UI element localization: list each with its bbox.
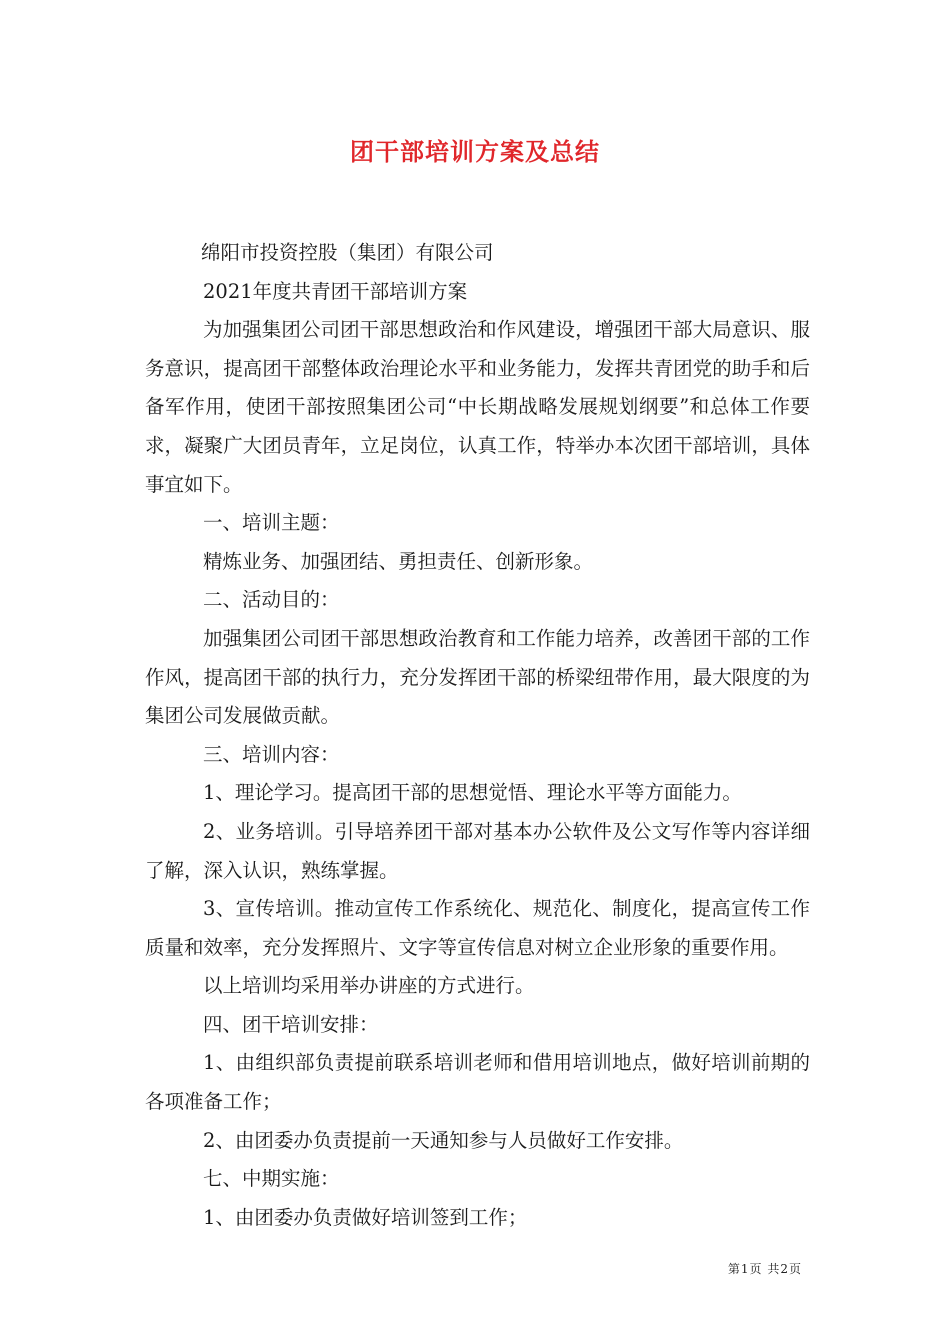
content-item-2: 2、业务培训。引导培养团干部对基本办公软件及公文写作等内容详细了解，深入认识，熟练掌握。 [145, 819, 810, 882]
arrangement-item-2: 2、由团委办负责提前一天通知参与人员做好工作安排。 [203, 1128, 684, 1152]
heading-content: 三、培训内容： [203, 742, 340, 766]
content-item-1: 1、理论学习。提高团干部的思想觉悟、理论水平等方面能力。 [203, 781, 742, 805]
paragraph-purpose: 加强集团公司团干部思想政治教育和工作能力培养，改善团干部的工作作风，提高团干部的执行力，充分发挥团干部的桥梁纽带作用，最大限度的为集团公司发展做贡献。 [145, 626, 810, 728]
paragraph-theme: 精炼业务、加强团结、勇担责任、创新形象。 [203, 549, 594, 573]
paragraph-company: 绵阳市投资控股（集团）有限公司 [201, 241, 494, 264]
document-title: 团干部培训方案及总结 [350, 137, 600, 166]
heading-theme: 一、培训主题： [203, 511, 340, 535]
heading-purpose: 二、活动目的： [203, 588, 340, 612]
page-number: 第1页 共2页 [727, 1262, 802, 1276]
paragraph-method: 以上培训均采用举办讲座的方式进行。 [203, 974, 535, 998]
heading-implementation: 七、中期实施： [203, 1167, 340, 1191]
paragraph-plan-name: 2021年度共青团干部培训方案 [203, 279, 468, 303]
heading-arrangement: 四、团干培训安排： [203, 1012, 379, 1036]
content-item-3: 3、宣传培训。推动宣传工作系统化、规范化、制度化，提高宣传工作质量和效率，充分发挥照片、文字等宣传信息对树立企业形象的重要作用。 [145, 897, 810, 959]
implementation-item-1: 1、由团委办负责做好培训签到工作； [203, 1205, 528, 1229]
arrangement-item-1: 1、由组织部负责提前联系培训老师和借用培训地点，做好培训前期的各项准备工作； [145, 1051, 810, 1114]
paragraph-intro: 为加强集团公司团干部思想政治和作风建设，增强团干部大局意识、服务意识，提高团干部整体政治理论水平和业务能力，发挥共青团党的助手和后备军作用，使团干部按照集团公司“中长期战略发展规划纲要”和总体工作要求，凝聚广大团员青年，立足岗位，认真工作，特举办本次团干部培训，具体事宜如下。 [145, 318, 810, 496]
document-body [145, 234, 810, 1237]
